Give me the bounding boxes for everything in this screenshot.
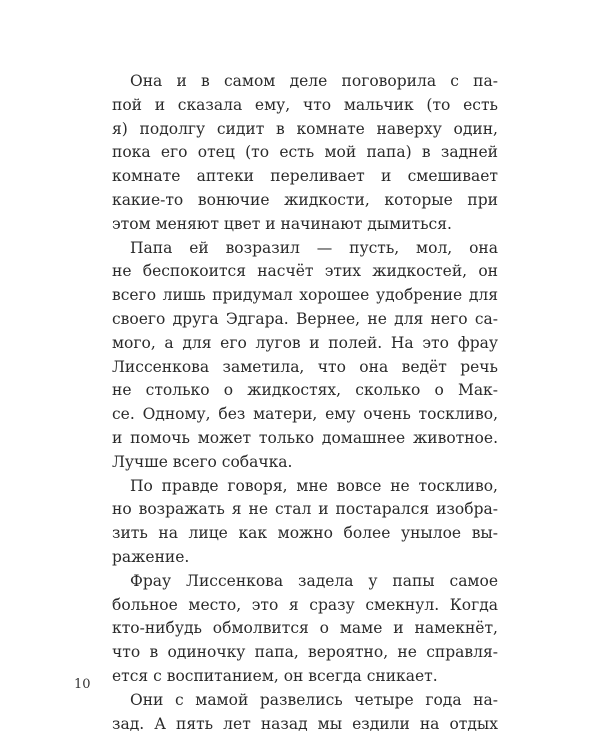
text-line: не беспокоится насчёт этих жидкостей, он bbox=[112, 262, 498, 281]
text-line: мого, а для его лугов и полей. На это фрау bbox=[112, 333, 498, 352]
text-line: комнате аптеки переливает и смешивает bbox=[112, 167, 498, 186]
text-line: своего друга Эдгара. Вернее, не для него са- bbox=[112, 309, 498, 328]
paragraph bbox=[112, 475, 498, 570]
text-line: но возражать я не стал и постарался изобра- bbox=[112, 500, 498, 519]
paragraph bbox=[112, 237, 498, 475]
text-line: пой и сказала ему, что мальчик (то есть bbox=[112, 95, 498, 114]
page-number: 10 bbox=[74, 677, 91, 692]
text-line: пока его отец (то есть мой папа) в задней bbox=[112, 143, 498, 162]
paragraph bbox=[112, 570, 498, 689]
text-line: зад. А пять лет назад мы ездили на отдых bbox=[112, 714, 498, 733]
text-line: Она и в самом деле поговорила с па- bbox=[130, 72, 498, 90]
text-line: что в одиночку папа, вероятно, не справля- bbox=[112, 643, 498, 662]
text-line: ется с воспитанием, он всегда сникает. bbox=[112, 666, 438, 685]
text-line: не столько о жидкостях, сколько о Мак- bbox=[112, 381, 498, 400]
text-line: этом меняют цвет и начинают дымиться. bbox=[112, 214, 452, 233]
text-line: Папа ей возразил — пусть, мол, она bbox=[130, 238, 498, 257]
paragraph bbox=[112, 689, 498, 737]
body-text bbox=[112, 70, 498, 736]
text-line: всего лишь придумал хорошее удобрение для bbox=[112, 286, 498, 305]
text-line: Они с мамой развелись четыре года на- bbox=[130, 690, 498, 709]
text-line: зить на лице как можно более унылое вы- bbox=[112, 524, 498, 543]
text-line: я) подолгу сидит в комнате наверху один, bbox=[112, 119, 498, 138]
text-line: кто-нибудь обмолвится о маме и намекнёт, bbox=[112, 619, 498, 638]
text-line: Лучше всего собачка. bbox=[112, 452, 293, 471]
paragraph bbox=[112, 70, 498, 237]
text-line: Лиссенкова заметила, что она ведёт речь bbox=[112, 357, 498, 376]
text-line: Фрау Лиссенкова задела у папы самое bbox=[130, 571, 498, 590]
text-line: По правде говоря, мне вовсе не тоскливо, bbox=[130, 476, 498, 495]
text-line: се. Одному, без матери, ему очень тоскливо, bbox=[112, 405, 498, 424]
text-line: больное место, это я сразу смекнул. Когда bbox=[112, 595, 498, 614]
text-line: какие-то вонючие жидкости, которые при bbox=[112, 190, 498, 209]
text-line: ражение. bbox=[112, 547, 190, 566]
text-line: и помочь может только домашнее животное. bbox=[112, 428, 498, 447]
